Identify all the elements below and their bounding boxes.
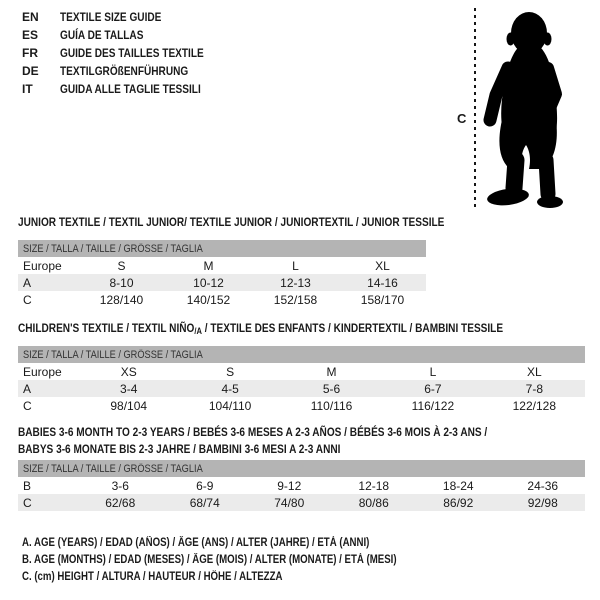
table-cell: XS bbox=[120, 364, 137, 379]
table-cell: M bbox=[203, 258, 214, 273]
height-dashed-line bbox=[474, 8, 476, 208]
row-label: Europe bbox=[23, 364, 62, 379]
table-cell: XL bbox=[375, 258, 390, 273]
table-cell: 104/110 bbox=[208, 398, 252, 413]
lang-row-fr bbox=[22, 44, 231, 62]
lang-code: DE bbox=[22, 64, 39, 78]
table-cell: 158/170 bbox=[360, 292, 405, 307]
lang-code: IT bbox=[22, 82, 33, 96]
lang-title: TEXTILGRÖßENFÜHRUNG bbox=[60, 64, 189, 78]
table-cell: 8-10 bbox=[109, 275, 134, 290]
table-cell: 110/116 bbox=[310, 398, 353, 413]
legend-notes bbox=[22, 537, 468, 588]
subscript: /A bbox=[194, 326, 202, 336]
row-label: Europe bbox=[23, 258, 62, 273]
table-cell: 12-13 bbox=[280, 275, 311, 290]
junior-table-title: JUNIOR TEXTILE / TEXTIL JUNIOR/ TEXTILE JUNIOR / JUNIORTEXTIL / JUNIOR TESSILE bbox=[18, 215, 445, 229]
table-cell: S bbox=[226, 364, 235, 379]
table-cell: 80/86 bbox=[358, 495, 389, 510]
table-cell: 3-6 bbox=[111, 478, 129, 493]
row-label: C bbox=[23, 292, 32, 307]
babies-table-title: BABIES 3-6 MONTH TO 2-3 YEARS / BEBÉS 3-6 MESES A 2-3 AÑOS / BÉBÉS 3-6 MOIS À 2-3 ANS / BABYS 3-6 MONATE BIS 2-3 JAHRE / BAMBINI 3-6 MESI A 2-3 ANNI bbox=[18, 425, 488, 456]
table-cell: 128/140 bbox=[99, 292, 144, 307]
table-row bbox=[18, 397, 585, 414]
table-cell: 74/80 bbox=[274, 495, 305, 510]
baby-silhouette-icon bbox=[483, 10, 569, 213]
table-row bbox=[18, 257, 426, 274]
row-label: A bbox=[23, 275, 32, 290]
table-row bbox=[18, 363, 585, 380]
table-cell: M bbox=[326, 364, 337, 379]
size-header-band: SIZE / TALLA / TAILLE / GRÖSSE / TAGLIA bbox=[18, 460, 585, 477]
table-cell: 10-12 bbox=[193, 275, 224, 290]
language-header bbox=[22, 8, 231, 98]
table-row bbox=[18, 494, 585, 511]
table-cell: 152/158 bbox=[273, 292, 318, 307]
children-table-title: CHILDREN'S TEXTILE / TEXTIL $NIÑO_{/A}$ / TEXTILE DES ENFANTS / KINDERTEXTIL / BAMBINI TESSILE bbox=[18, 321, 504, 336]
lang-title: TEXTILE SIZE GUIDE bbox=[60, 10, 162, 24]
table-cell: 116/122 bbox=[411, 398, 455, 413]
table-row bbox=[18, 274, 426, 291]
table-cell: 3-4 bbox=[120, 381, 138, 396]
lang-title: GUIDE DES TAILLES TEXTILE bbox=[60, 46, 204, 60]
table-cell: 98/104 bbox=[110, 398, 148, 413]
junior-size-table bbox=[18, 240, 426, 308]
note-age-years: A. AGE (YEARS) / EDAD (AÑOS) / ÂGE (ANS) / ALTER (JAHRE) / ETÀ (ANNI) bbox=[22, 537, 370, 549]
row-label: C bbox=[23, 495, 32, 510]
table-cell: 86/92 bbox=[443, 495, 474, 510]
height-figure bbox=[455, 8, 595, 210]
table-cell: 140/152 bbox=[186, 292, 231, 307]
table-cell: 24-36 bbox=[527, 478, 559, 493]
table-cell: XL bbox=[526, 364, 542, 379]
table-row bbox=[18, 477, 585, 494]
table-cell: 6-7 bbox=[424, 381, 442, 396]
table-cell: L bbox=[292, 258, 299, 273]
table-cell: 5-6 bbox=[322, 381, 341, 396]
table-cell: 18-24 bbox=[442, 478, 474, 493]
table-cell: 4-5 bbox=[221, 381, 239, 396]
lang-code: FR bbox=[22, 46, 38, 60]
table-row bbox=[18, 291, 426, 308]
lang-code: ES bbox=[22, 28, 39, 42]
children-size-table bbox=[18, 346, 585, 414]
table-cell: 122/128 bbox=[512, 398, 557, 413]
row-label: A bbox=[23, 381, 32, 396]
lang-code: EN bbox=[22, 10, 39, 24]
table-cell: 6-9 bbox=[196, 478, 214, 493]
table-cell: 12-18 bbox=[358, 478, 390, 493]
table-cell: L bbox=[429, 364, 437, 379]
size-header-band: SIZE / TALLA / TAILLE / GRÖSSE / TAGLIA bbox=[18, 240, 426, 257]
lang-row-de bbox=[22, 62, 231, 80]
lang-row-it bbox=[22, 80, 231, 98]
table-row bbox=[18, 380, 585, 397]
babies-size-table bbox=[18, 460, 585, 511]
table-cell: 7-8 bbox=[525, 381, 543, 396]
row-label: C bbox=[23, 398, 32, 413]
height-measure-label: C bbox=[457, 111, 467, 126]
lang-row-en bbox=[22, 8, 231, 26]
size-header-band: SIZE / TALLA / TAILLE / GRÖSSE / TAGLIA bbox=[18, 346, 585, 363]
table-cell: S bbox=[117, 258, 126, 273]
note-height-cm: C. (cm) HEIGHT / ALTURA / HAUTEUR / HÖHE / ALTEZZA bbox=[22, 571, 283, 583]
table-cell: 62/68 bbox=[105, 495, 136, 510]
row-label: B bbox=[23, 478, 32, 493]
table-cell: 68/74 bbox=[189, 495, 220, 510]
table-cell: 14-16 bbox=[367, 275, 398, 290]
note-age-months: B. AGE (MONTHS) / EDAD (MESES) / ÂGE (MOIS) / ALTER (MONATE) / ETÀ (MESI) bbox=[22, 554, 397, 566]
table-cell: 9-12 bbox=[277, 478, 302, 493]
table-cell: 92/98 bbox=[527, 495, 558, 510]
lang-title: GUIDA ALLE TAGLIE TESSILI bbox=[60, 82, 201, 96]
lang-row-es bbox=[22, 26, 231, 44]
lang-title: GUÍA DE TALLAS bbox=[60, 28, 144, 42]
